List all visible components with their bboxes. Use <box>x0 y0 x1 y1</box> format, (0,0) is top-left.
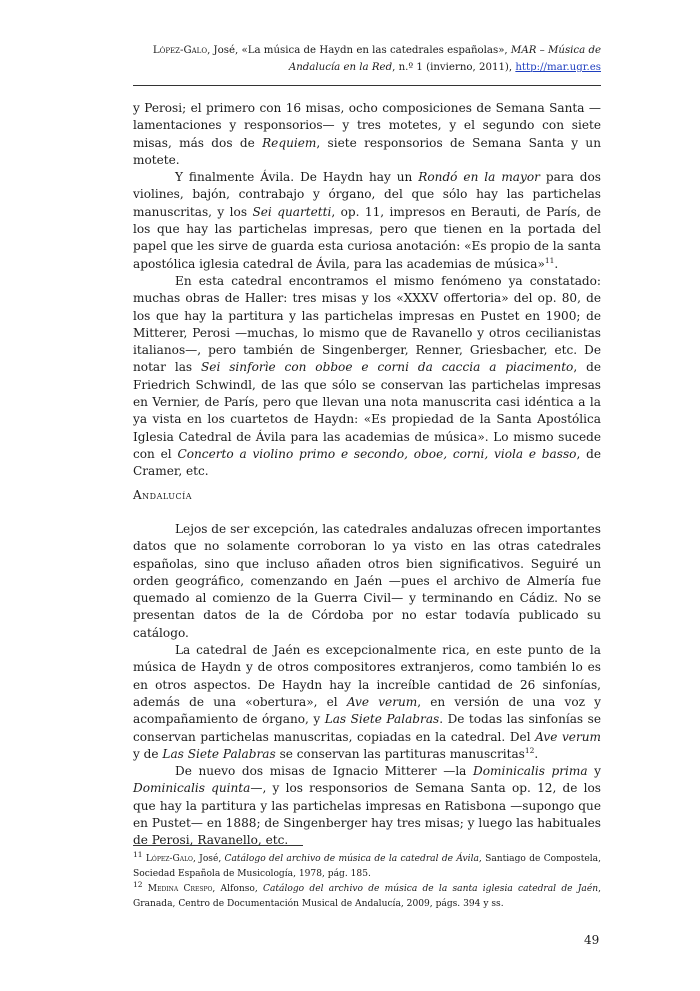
footnote-number: 12 <box>133 879 143 889</box>
running-header <box>133 42 601 76</box>
text-run: , de Cramer, etc. <box>133 446 601 479</box>
text-run: Y finalmente Ávila. De Haydn hay un <box>175 170 419 185</box>
text-run: , en versión de una voz y acompañamiento de órgano, y <box>133 694 601 727</box>
italic-title: Las Siete Palabras <box>324 712 440 727</box>
italic-title: Ave verum <box>535 729 601 744</box>
italic-title: Las Siete Palabras <box>162 746 276 761</box>
footnote-divider <box>133 845 303 846</box>
main-text <box>133 100 601 481</box>
paragraph: Lejos de ser excepción, las catedrales andaluzas ofrecen importantes datos que no solamente corroboran lo ya visto en las otras catedrales españolas, sino que incluso añaden otros bien significativos. Seguiré un orden geográfico, comenzando en Jaén —pues el archivo de Almería fue quemado al comienzo de la Guerra Civil— y terminando en Cádiz. No se presentan datos de la de Córdoba por no estar todavía publicado su catálogo. <box>133 522 601 640</box>
header-author: López-Galo <box>152 45 208 56</box>
text-run: y de <box>133 746 163 761</box>
text-run: , siete responsorios de Semana Santa y un motete. <box>133 135 601 167</box>
text-run: —, y los responsorios de Semana Santa op. 12, de los que hay la partitura y las partichelas impresas en Ratisbona —supongo que en Pustet— en 1888; de Singenberger hay tres misas; y luego las habituales de Perosi, Ravanello, etc. <box>133 781 601 848</box>
header-journal: MAR – Música de Andalucía en la Red <box>288 45 601 73</box>
text-run: La catedral de Jaén es excepcionalmente rica, en este punto de la música de Haydn y de otros compositores extranjeros, como también lo es en otros aspectos. De Haydn hay la increíble cantidad de 26 sinfonías, además de una «obertura», el <box>133 643 601 709</box>
section-text <box>133 521 601 850</box>
italic-title: Dominicalis quinta <box>133 781 251 796</box>
footnote-number: 11 <box>133 849 143 859</box>
italic-title: Sei quartetti <box>252 204 332 219</box>
header-url-link[interactable]: http://mar.ugr.es <box>515 62 601 73</box>
text-run: , Granada, Centro de Documentación Musical de Andalucía, 2009, págs. 394 y ss. <box>133 884 601 909</box>
page-number: 49 <box>584 933 600 947</box>
footnote-ref-12[interactable]: 12 <box>524 745 535 755</box>
section-heading: Andalucía <box>133 488 193 502</box>
text-run: , Santiago de Compostela, Sociedad Española de Musicología, 1978, pág. 185. <box>133 854 601 879</box>
footnote-author: López-Galo <box>145 854 193 864</box>
footnote-12 <box>133 879 601 912</box>
text-run: En esta catedral encontramos el mismo fenómeno ya constatado: muchas obras de Haller: tres misas y los «XXXV offertoria» del op. 80, de los que hay la partitura y las partichelas impresas en Pustet en 1900; de Mitterer, Perosi —muchas, lo mismo que de Ravanello y otros cecilianistas italianos—, pero también de Singenberger, Renner, Griesbacher, etc. De notar las <box>133 273 601 375</box>
footnotes <box>133 849 601 912</box>
paragraph <box>133 642 601 763</box>
footnote-11 <box>133 849 601 882</box>
footnote-title: Catálogo del archivo de música de la santa iglesia catedral de Jaén <box>263 884 599 894</box>
footnote-title: Catálogo del archivo de música de la catedral de Ávila <box>224 854 479 864</box>
text-run: , José, <box>192 854 225 864</box>
italic-title: Ave verum <box>346 694 418 709</box>
italic-title: Dominicalis prima <box>473 764 588 779</box>
footnote-ref-11[interactable]: 11 <box>544 255 555 265</box>
header-issue: , n.º 1 (invierno, 2011), <box>392 62 516 73</box>
italic-title: Sei sinforìe con obboe e corni da caccia a piacimento <box>201 360 574 375</box>
header-citation: , José, «La música de Haydn en las catedrales españolas», <box>207 45 511 56</box>
text-run: , Alfonso, <box>212 884 264 894</box>
paragraph <box>133 100 601 169</box>
text-run: , de Friedrich Schwindl, de las que sólo se conservan las partichelas impresas en Vernier, de París, pero que llevan una nota manuscrita casi idéntica a la ya vista en los cuartetos de Haydn: «Es propiedad de la Santa Apostólica Iglesia Catedral de Ávila para las academias de música». Lo mismo sucede con el <box>133 360 601 461</box>
footnote-author: Medina Crespo <box>147 884 213 894</box>
text-run: , op. 11, impresos en Berauti, de París, de los que hay las partichelas impresas, pero que tienen en la portada del papel que les sirve de guarda esta curiosa anotación: «Es propio de la santa apostólica iglesia catedral de Ávila, para las academias de música» <box>133 204 601 271</box>
italic-title: Rondó en la mayor <box>418 170 540 185</box>
text-run: y <box>587 764 601 779</box>
text-run: De nuevo dos misas de Ignacio Mitterer —la <box>175 764 473 779</box>
text-run: . <box>554 256 559 271</box>
italic-title: Requiem <box>262 135 317 150</box>
header-divider <box>133 85 601 86</box>
text-run: se conservan las partituras manuscritas <box>275 746 525 761</box>
text-run: y Perosi; el primero con 16 misas, ocho composiciones de Semana Santa —lamentaciones y responsorios— y tres motetes, y el segundo con siete misas, más dos de <box>133 101 601 150</box>
text-run: . De todas las sinfonías se conservan partichelas manuscritas, copiadas en la catedral. Del <box>133 712 601 744</box>
paragraph <box>133 169 601 273</box>
paragraph <box>133 273 601 481</box>
text-run: . <box>534 746 539 761</box>
paragraph <box>133 763 601 849</box>
text-run: para dos violines, bajón, contrabajo y órgano, del que sólo hay las partichelas manuscritas, y los <box>133 170 601 219</box>
italic-title: Concerto a violino primo e secondo, oboe, corni, viola e basso <box>177 446 577 461</box>
